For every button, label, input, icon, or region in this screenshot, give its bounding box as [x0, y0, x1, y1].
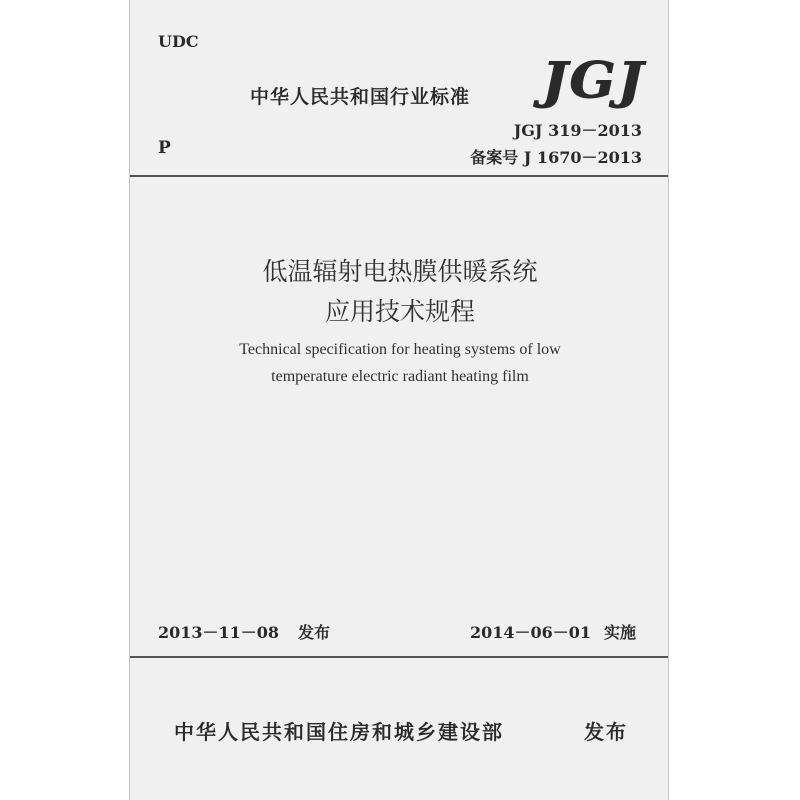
title-english-line1: Technical specification for heating systems of low — [239, 341, 561, 358]
publisher-name: 中华人民共和国住房和城乡建设部 — [174, 720, 504, 744]
bottom-divider — [130, 656, 668, 658]
implement-date: 2014－06－01 — [470, 623, 592, 642]
title-english-line2: temperature electric radiant heating film — [271, 368, 529, 385]
publisher-label: 发布 — [584, 720, 628, 744]
standard-type: 中华人民共和国行业标准 — [250, 86, 471, 108]
title-chinese-line1: 低温辐射电热膜供暖系统 — [262, 257, 538, 286]
publish-label: 发布 — [298, 623, 331, 642]
udc-code: UDC — [158, 32, 199, 51]
category-code: P — [158, 138, 171, 158]
implement-label: 实施 — [604, 623, 637, 642]
title-chinese-line2: 应用技术规程 — [324, 297, 475, 326]
jgj-logo: JGJ — [542, 50, 646, 110]
top-divider — [130, 175, 668, 177]
standard-number: JGJ 319－2013 — [513, 121, 642, 140]
book-cover — [129, 0, 669, 800]
publish-date: 2013－11－08 — [158, 623, 280, 642]
record-number: 备案号 J 1670－2013 — [470, 148, 642, 167]
